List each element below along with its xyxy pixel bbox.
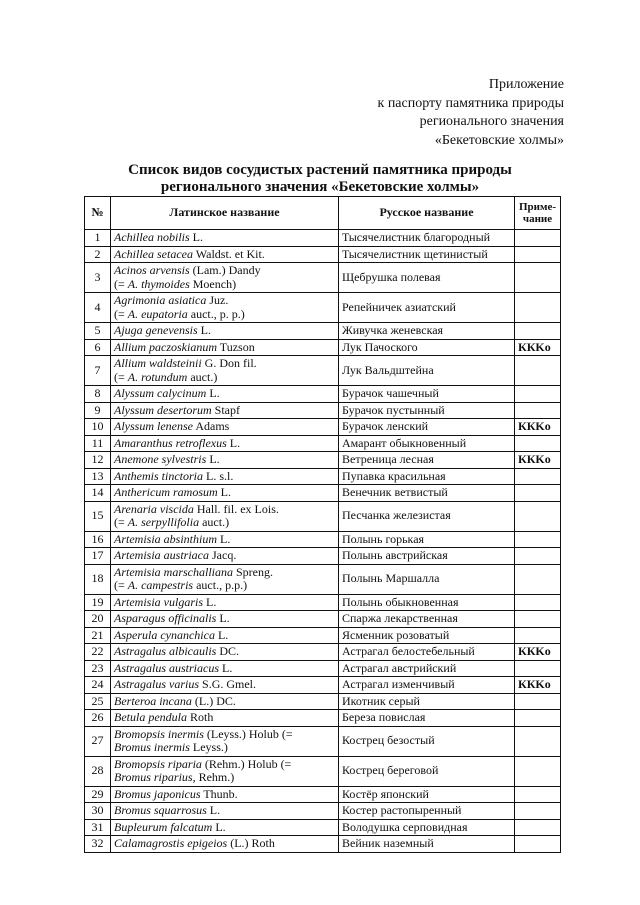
note-cell bbox=[515, 710, 561, 727]
table-row bbox=[85, 293, 561, 323]
latin-taxon-name: Asparagus officinalis bbox=[114, 611, 217, 625]
title-line-2: регионального значения «Бекетовские холмы» bbox=[160, 179, 480, 195]
note-cell: ККKo bbox=[515, 339, 561, 356]
table-row bbox=[85, 485, 561, 502]
latin-name-cell bbox=[111, 726, 339, 756]
latin-taxon-name: Artemisia vulgaris bbox=[114, 594, 203, 609]
latin-taxon-name: Bromus riparius bbox=[114, 770, 193, 784]
latin-name-line bbox=[114, 533, 335, 547]
latin-authority: L. bbox=[217, 485, 232, 499]
latin-authority: L. bbox=[216, 611, 230, 625]
latin-name-line bbox=[114, 248, 335, 262]
note-cell bbox=[515, 693, 561, 710]
latin-name-line bbox=[114, 612, 335, 626]
note-cell bbox=[515, 485, 561, 502]
note-cell bbox=[515, 594, 561, 611]
latin-name-line bbox=[114, 486, 335, 500]
table-row bbox=[85, 660, 561, 677]
note-cell bbox=[515, 356, 561, 386]
appendix-line-4: «Бекетовские холмы» bbox=[434, 132, 564, 148]
latin-name-cell bbox=[111, 531, 339, 548]
latin-authority: L. bbox=[203, 594, 217, 609]
latin-taxon-name: Ajuga genevensis bbox=[114, 323, 198, 337]
latin-taxon-name: Artemisia marschalliana bbox=[114, 564, 233, 579]
latin-taxon-name: Bromopsis riparia bbox=[114, 756, 202, 771]
table-row bbox=[85, 677, 561, 694]
latin-authority: auct., p.p.) bbox=[193, 578, 248, 592]
latin-taxon-name: Bromus japonicus bbox=[114, 786, 201, 801]
latin-authority: L. bbox=[189, 230, 203, 244]
latin-authority: (= bbox=[114, 306, 128, 321]
note-cell bbox=[515, 323, 561, 340]
latin-name-line bbox=[114, 837, 335, 851]
latin-authority: Hall. fil. ex Lois. bbox=[193, 501, 279, 516]
latin-authority: auct., p. p.) bbox=[187, 306, 245, 321]
appendix-line-1: Приложение bbox=[488, 77, 564, 92]
latin-name-line bbox=[114, 453, 335, 467]
latin-name-line bbox=[114, 579, 335, 593]
note-cell: ККKo bbox=[515, 644, 561, 661]
latin-name-cell bbox=[111, 594, 339, 611]
row-number: 17 bbox=[85, 548, 111, 565]
latin-name-line bbox=[114, 821, 335, 835]
latin-name-cell bbox=[111, 644, 339, 661]
latin-name-line bbox=[114, 404, 335, 418]
table-row bbox=[85, 339, 561, 356]
latin-name-cell bbox=[111, 468, 339, 485]
latin-authority: auct.) bbox=[187, 369, 218, 384]
row-number: 31 bbox=[85, 819, 111, 836]
table-body bbox=[85, 230, 561, 853]
note-cell bbox=[515, 386, 561, 403]
latin-taxon-name: Bromopsis inermis bbox=[114, 726, 204, 741]
russian-name-cell: Кострец береговой bbox=[339, 756, 515, 786]
table-row bbox=[85, 230, 561, 247]
russian-name-cell: Вейник наземный bbox=[339, 836, 515, 853]
row-number: 30 bbox=[85, 803, 111, 820]
table-row bbox=[85, 356, 561, 386]
latin-authority: L. bbox=[212, 819, 226, 834]
table-row bbox=[85, 263, 561, 293]
table-row bbox=[85, 803, 561, 820]
latin-authority: L. bbox=[217, 531, 231, 546]
latin-authority: L. bbox=[226, 435, 241, 450]
latin-authority: Leyss.) bbox=[189, 740, 228, 754]
latin-authority: (Leyss.) Holub (= bbox=[203, 726, 293, 741]
table-row bbox=[85, 611, 561, 628]
latin-name-cell bbox=[111, 677, 339, 694]
latin-name-line bbox=[114, 711, 335, 725]
latin-name-line bbox=[114, 503, 335, 517]
row-number: 27 bbox=[85, 726, 111, 756]
latin-taxon-name: A. campestris bbox=[127, 578, 194, 592]
latin-name-cell bbox=[111, 402, 339, 419]
table-row bbox=[85, 836, 561, 853]
latin-authority: (Lam.) Dandy bbox=[189, 263, 261, 277]
latin-name-cell bbox=[111, 246, 339, 263]
table-row bbox=[85, 419, 561, 436]
latin-taxon-name: Astragalus albicaulis bbox=[114, 644, 217, 658]
latin-authority: L. s.l. bbox=[203, 468, 234, 483]
note-cell bbox=[515, 293, 561, 323]
latin-authority: (= bbox=[114, 515, 128, 529]
russian-name-cell: Тысячелистник щетинистый bbox=[339, 246, 515, 263]
row-number: 8 bbox=[85, 386, 111, 403]
latin-taxon-name: Asperula cynanchica bbox=[114, 627, 215, 642]
note-cell bbox=[515, 548, 561, 565]
latin-authority: , Rehm.) bbox=[192, 770, 235, 784]
latin-name-cell bbox=[111, 693, 339, 710]
note-cell bbox=[515, 246, 561, 263]
document-title bbox=[0, 162, 640, 196]
latin-name-line bbox=[114, 324, 335, 338]
row-number: 10 bbox=[85, 419, 111, 436]
latin-name-line bbox=[114, 804, 335, 818]
table-row bbox=[85, 726, 561, 756]
note-cell bbox=[515, 819, 561, 836]
latin-taxon-name: Alyssum calycinum bbox=[114, 386, 207, 400]
russian-name-cell: Ясменник розоватый bbox=[339, 627, 515, 644]
row-number: 9 bbox=[85, 402, 111, 419]
table-row bbox=[85, 594, 561, 611]
latin-name-cell bbox=[111, 756, 339, 786]
russian-name-cell: Кострец безостый bbox=[339, 726, 515, 756]
latin-taxon-name: Artemisia austriaca bbox=[114, 548, 209, 562]
latin-name-cell bbox=[111, 627, 339, 644]
latin-name-cell bbox=[111, 419, 339, 436]
note-cell bbox=[515, 786, 561, 803]
row-number: 28 bbox=[85, 756, 111, 786]
latin-taxon-name: Anemone sylvestris bbox=[114, 452, 207, 466]
header-note-line-1: Приме- bbox=[518, 201, 557, 213]
note-cell bbox=[515, 627, 561, 644]
latin-name-cell bbox=[111, 660, 339, 677]
latin-taxon-name: Alyssum desertorum bbox=[114, 402, 212, 417]
header-russian-name: Русское название bbox=[339, 197, 515, 230]
latin-authority: Thunb. bbox=[200, 786, 238, 801]
row-number: 1 bbox=[85, 230, 111, 247]
russian-name-cell: Астрагал изменчивый bbox=[339, 677, 515, 694]
row-number: 22 bbox=[85, 644, 111, 661]
latin-authority: L. bbox=[206, 386, 220, 400]
russian-name-cell: Полынь обыкновенная bbox=[339, 594, 515, 611]
row-number: 16 bbox=[85, 531, 111, 548]
russian-name-cell: Лук Вальдштейна bbox=[339, 356, 515, 386]
latin-taxon-name: Allium waldsteinii bbox=[114, 356, 202, 370]
row-number: 21 bbox=[85, 627, 111, 644]
latin-name-line bbox=[114, 420, 335, 434]
latin-authority: Adams bbox=[192, 419, 230, 433]
russian-name-cell: Живучка женевская bbox=[339, 323, 515, 340]
latin-name-cell bbox=[111, 263, 339, 293]
latin-taxon-name: Bupleurum falcatum bbox=[114, 819, 213, 834]
russian-name-cell: Амарант обыкновенный bbox=[339, 435, 515, 452]
note-cell bbox=[515, 756, 561, 786]
latin-name-cell bbox=[111, 386, 339, 403]
note-cell bbox=[515, 263, 561, 293]
header-note bbox=[515, 197, 561, 230]
russian-name-cell: Лук Пачоского bbox=[339, 339, 515, 356]
latin-authority: L. bbox=[197, 323, 211, 337]
row-number: 11 bbox=[85, 435, 111, 452]
row-number: 23 bbox=[85, 660, 111, 677]
latin-taxon-name: Anthericum ramosum bbox=[114, 485, 218, 499]
latin-name-cell bbox=[111, 356, 339, 386]
species-table bbox=[84, 196, 561, 853]
row-number: 25 bbox=[85, 693, 111, 710]
latin-name-cell bbox=[111, 293, 339, 323]
russian-name-cell: Костёр японский bbox=[339, 786, 515, 803]
table-row bbox=[85, 627, 561, 644]
table-row bbox=[85, 531, 561, 548]
table-row bbox=[85, 402, 561, 419]
latin-name-line bbox=[114, 437, 335, 451]
latin-name-cell bbox=[111, 501, 339, 531]
row-number: 29 bbox=[85, 786, 111, 803]
row-number: 20 bbox=[85, 611, 111, 628]
note-cell bbox=[515, 660, 561, 677]
latin-name-line bbox=[114, 549, 335, 563]
latin-name-cell bbox=[111, 485, 339, 502]
russian-name-cell: Костер растопыренный bbox=[339, 803, 515, 820]
latin-name-line bbox=[114, 294, 335, 308]
latin-taxon-name: Bromus squarrosus bbox=[114, 803, 207, 817]
latin-taxon-name: Artemisia absinthium bbox=[114, 531, 218, 546]
russian-name-cell: Спаржа лекарственная bbox=[339, 611, 515, 628]
latin-name-line bbox=[114, 771, 335, 785]
latin-authority: (= bbox=[114, 276, 128, 291]
note-cell bbox=[515, 402, 561, 419]
row-number: 12 bbox=[85, 452, 111, 469]
latin-authority: (= bbox=[114, 369, 128, 384]
table-row bbox=[85, 501, 561, 531]
latin-authority: Moench) bbox=[189, 276, 237, 291]
appendix-line-2: к паспорту памятника природы bbox=[377, 95, 564, 111]
latin-authority: S.G. Gmel. bbox=[199, 677, 257, 691]
title-line-1: Список видов сосудистых растений памятника природы bbox=[128, 162, 512, 178]
latin-name-line bbox=[114, 516, 335, 530]
note-cell: ККKo bbox=[515, 452, 561, 469]
table-row bbox=[85, 819, 561, 836]
russian-name-cell: Тысячелистник благородный bbox=[339, 230, 515, 247]
row-number: 19 bbox=[85, 594, 111, 611]
latin-name-line bbox=[114, 728, 335, 742]
latin-name-cell bbox=[111, 564, 339, 594]
note-cell bbox=[515, 230, 561, 247]
latin-taxon-name: A. eupatoria bbox=[127, 306, 188, 321]
latin-taxon-name: Arenaria viscida bbox=[114, 501, 194, 516]
russian-name-cell: Полынь Маршалла bbox=[339, 564, 515, 594]
latin-name-line bbox=[114, 308, 335, 322]
appendix-header bbox=[378, 76, 564, 150]
row-number: 2 bbox=[85, 246, 111, 263]
latin-taxon-name: Bromus inermis bbox=[114, 740, 190, 754]
latin-name-cell bbox=[111, 323, 339, 340]
note-cell bbox=[515, 531, 561, 548]
latin-name-cell bbox=[111, 611, 339, 628]
latin-authority: L. bbox=[206, 803, 221, 817]
row-number: 18 bbox=[85, 564, 111, 594]
table-row bbox=[85, 548, 561, 565]
latin-name-cell bbox=[111, 819, 339, 836]
latin-authority: (L.) Roth bbox=[227, 836, 275, 850]
row-number: 14 bbox=[85, 485, 111, 502]
row-number: 4 bbox=[85, 293, 111, 323]
latin-authority: (Rehm.) Holub (= bbox=[201, 756, 292, 771]
latin-name-line bbox=[114, 341, 335, 355]
table-row bbox=[85, 644, 561, 661]
table-row bbox=[85, 710, 561, 727]
latin-authority: (L.) DC. bbox=[191, 693, 236, 708]
table-row bbox=[85, 246, 561, 263]
latin-taxon-name: Calamagrostis epigeios bbox=[114, 836, 228, 850]
latin-authority: G. Don fil. bbox=[201, 356, 257, 370]
row-number: 3 bbox=[85, 263, 111, 293]
latin-name-cell bbox=[111, 803, 339, 820]
latin-name-line bbox=[114, 387, 335, 401]
russian-name-cell: Щебрушка полевая bbox=[339, 263, 515, 293]
russian-name-cell: Астрагал австрийский bbox=[339, 660, 515, 677]
latin-authority: Jacq. bbox=[209, 548, 237, 562]
latin-authority: DC. bbox=[216, 644, 240, 658]
latin-name-line bbox=[114, 231, 335, 245]
latin-taxon-name: Allium paczoskianum bbox=[114, 339, 217, 354]
latin-authority: Roth bbox=[186, 710, 214, 724]
latin-authority: Stapf bbox=[211, 402, 241, 417]
latin-taxon-name: Anthemis tinctoria bbox=[114, 468, 203, 483]
latin-authority: Tuzson bbox=[217, 339, 255, 354]
table-row bbox=[85, 468, 561, 485]
note-cell: ККKo bbox=[515, 419, 561, 436]
russian-name-cell: Репейничек азиатский bbox=[339, 293, 515, 323]
latin-name-cell bbox=[111, 548, 339, 565]
russian-name-cell: Венечник ветвистый bbox=[339, 485, 515, 502]
latin-taxon-name: Betula pendula bbox=[114, 710, 187, 724]
table-row bbox=[85, 323, 561, 340]
table-header-row bbox=[85, 197, 561, 230]
latin-name-line bbox=[114, 264, 335, 278]
latin-authority: Waldst. et Kit. bbox=[192, 246, 265, 261]
row-number: 6 bbox=[85, 339, 111, 356]
latin-taxon-name: Acinos arvensis bbox=[114, 263, 190, 277]
table-row bbox=[85, 386, 561, 403]
latin-name-cell bbox=[111, 452, 339, 469]
latin-taxon-name: Achillea nobilis bbox=[114, 230, 190, 244]
latin-taxon-name: A. thymoides bbox=[127, 276, 190, 291]
latin-taxon-name: Berteroa incana bbox=[114, 693, 192, 708]
latin-taxon-name: A. rotundum bbox=[127, 369, 188, 384]
latin-name-cell bbox=[111, 339, 339, 356]
latin-name-line bbox=[114, 662, 335, 676]
latin-name-cell bbox=[111, 836, 339, 853]
latin-name-line bbox=[114, 678, 335, 692]
note-cell bbox=[515, 468, 561, 485]
note-cell bbox=[515, 501, 561, 531]
latin-taxon-name: A. serpyllifolia bbox=[127, 515, 200, 529]
latin-authority: auct.) bbox=[199, 515, 230, 529]
note-cell bbox=[515, 435, 561, 452]
latin-name-line bbox=[114, 629, 335, 643]
russian-name-cell: Пупавка красильная bbox=[339, 468, 515, 485]
russian-name-cell: Астрагал белостебельный bbox=[339, 644, 515, 661]
note-cell: ККKo bbox=[515, 677, 561, 694]
russian-name-cell: Икотник серый bbox=[339, 693, 515, 710]
row-number: 7 bbox=[85, 356, 111, 386]
note-cell bbox=[515, 611, 561, 628]
latin-authority: Spreng. bbox=[233, 564, 273, 579]
russian-name-cell: Береза повислая bbox=[339, 710, 515, 727]
row-number: 24 bbox=[85, 677, 111, 694]
latin-authority: L. bbox=[214, 627, 229, 642]
latin-authority: L. bbox=[206, 452, 220, 466]
latin-name-cell bbox=[111, 710, 339, 727]
latin-name-line bbox=[114, 596, 335, 610]
table-row bbox=[85, 452, 561, 469]
table-row bbox=[85, 786, 561, 803]
latin-taxon-name: Agrimonia asiatica bbox=[114, 293, 207, 307]
latin-name-cell bbox=[111, 786, 339, 803]
table-row bbox=[85, 693, 561, 710]
table-row bbox=[85, 564, 561, 594]
header-number: № bbox=[85, 197, 111, 230]
latin-taxon-name: Alyssum lenense bbox=[114, 419, 193, 433]
latin-taxon-name: Astragalus austriacus bbox=[114, 660, 220, 675]
latin-authority: Juz. bbox=[206, 293, 229, 307]
header-note-line-2: чание bbox=[522, 213, 553, 225]
appendix-line-3: регионального значения bbox=[419, 114, 564, 129]
latin-name-cell bbox=[111, 435, 339, 452]
russian-name-cell: Бурачок чашечный bbox=[339, 386, 515, 403]
latin-name-line bbox=[114, 645, 335, 659]
latin-name-line bbox=[114, 741, 335, 755]
latin-name-cell bbox=[111, 230, 339, 247]
russian-name-cell: Песчанка железистая bbox=[339, 501, 515, 531]
latin-name-line bbox=[114, 470, 335, 484]
note-cell bbox=[515, 564, 561, 594]
note-cell bbox=[515, 726, 561, 756]
note-cell bbox=[515, 836, 561, 853]
latin-name-line bbox=[114, 357, 335, 371]
latin-name-line bbox=[114, 788, 335, 802]
latin-taxon-name: Achillea setacea bbox=[114, 246, 193, 261]
latin-taxon-name: Astragalus varius bbox=[114, 677, 200, 691]
row-number: 13 bbox=[85, 468, 111, 485]
latin-authority: (= bbox=[114, 578, 128, 592]
latin-name-line bbox=[114, 758, 335, 772]
latin-name-line bbox=[114, 695, 335, 709]
russian-name-cell: Володушка серповидная bbox=[339, 819, 515, 836]
latin-name-line bbox=[114, 566, 335, 580]
russian-name-cell: Ветреница лесная bbox=[339, 452, 515, 469]
note-cell bbox=[515, 803, 561, 820]
table-row bbox=[85, 756, 561, 786]
russian-name-cell: Бурачок ленский bbox=[339, 419, 515, 436]
latin-name-line bbox=[114, 278, 335, 292]
row-number: 26 bbox=[85, 710, 111, 727]
row-number: 15 bbox=[85, 501, 111, 531]
russian-name-cell: Полынь австрийская bbox=[339, 548, 515, 565]
latin-authority: L. bbox=[219, 660, 233, 675]
table-row bbox=[85, 435, 561, 452]
latin-taxon-name: Amaranthus retroflexus bbox=[114, 435, 227, 450]
row-number: 32 bbox=[85, 836, 111, 853]
header-latin-name: Латинское название bbox=[111, 197, 339, 230]
row-number: 5 bbox=[85, 323, 111, 340]
latin-name-line bbox=[114, 371, 335, 385]
russian-name-cell: Бурачок пустынный bbox=[339, 402, 515, 419]
russian-name-cell: Полынь горькая bbox=[339, 531, 515, 548]
